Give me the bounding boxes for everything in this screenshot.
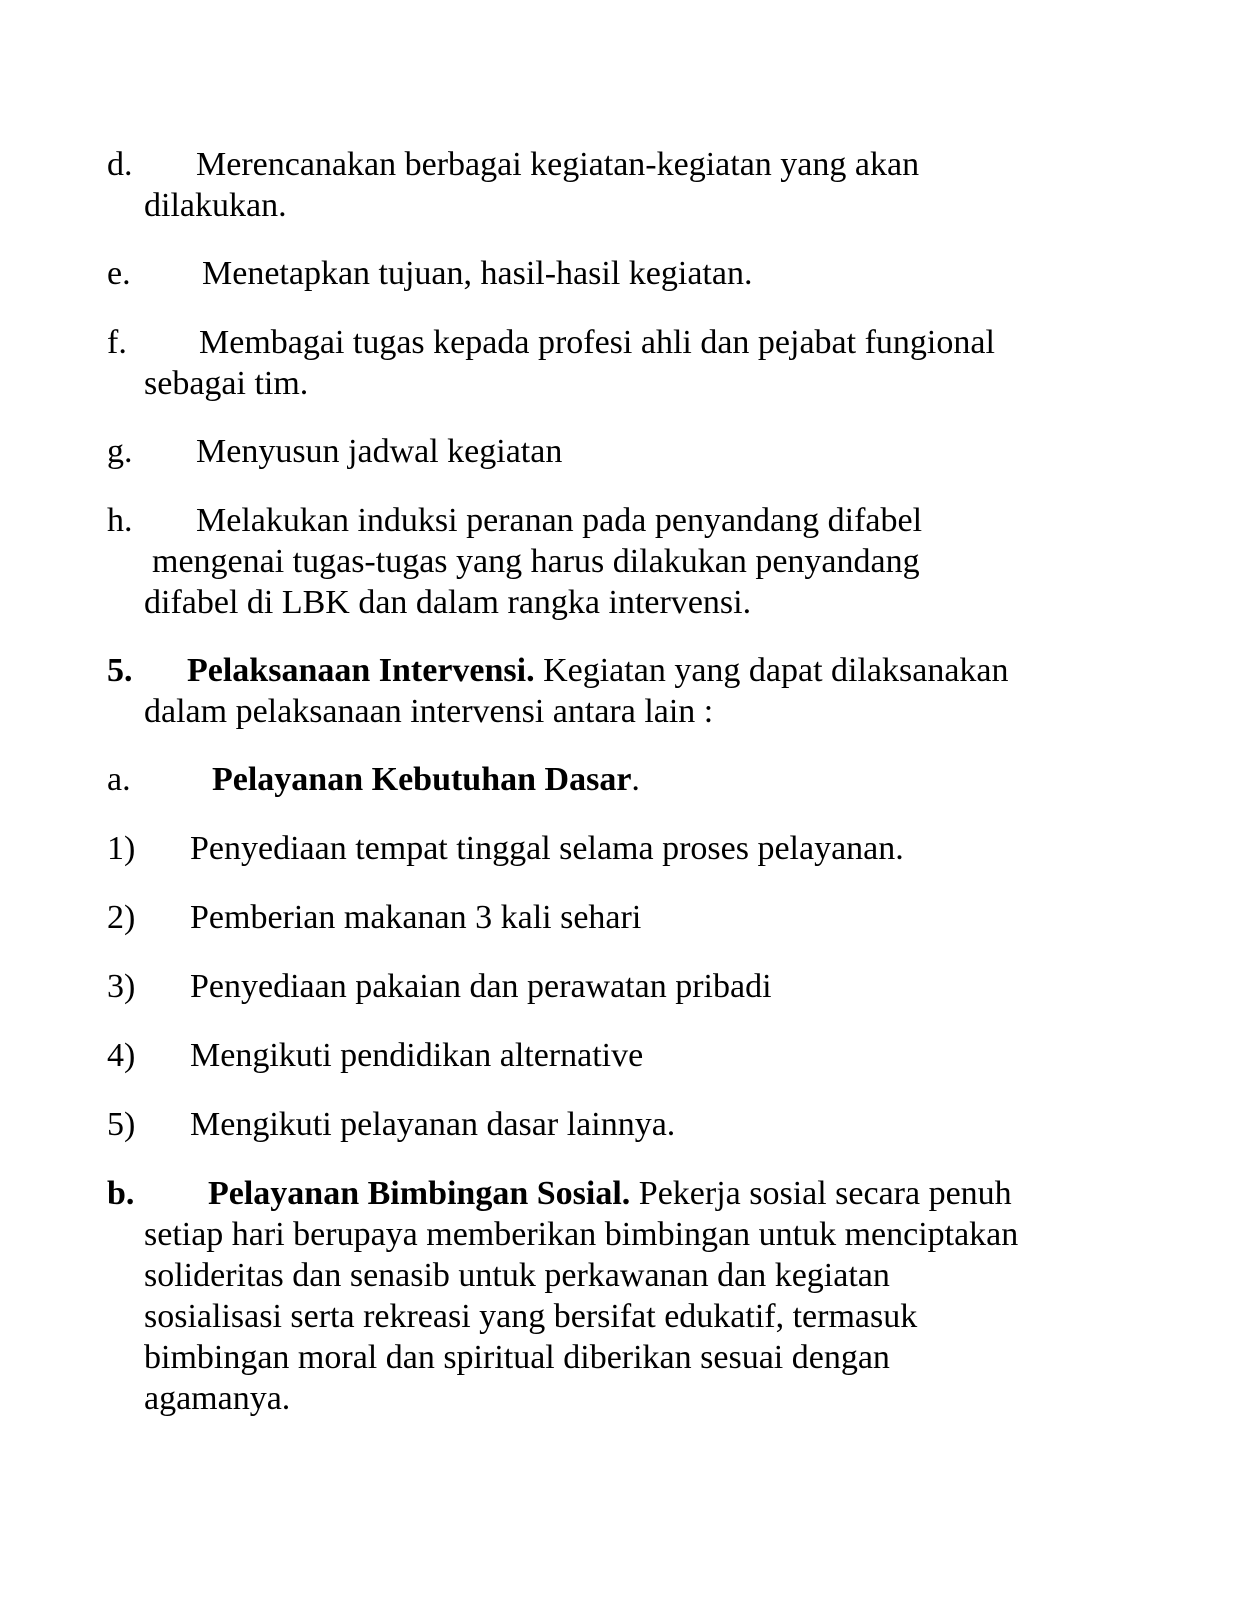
numbered-marker: 5) <box>107 1106 136 1143</box>
numbered-item-4 <box>107 1035 1087 1076</box>
item-text: Melakukan induksi peranan pada penyandang difabel <box>196 502 923 539</box>
numbered-text: Pemberian makanan 3 kali sehari <box>190 899 642 936</box>
item-text: Merencanakan berbagai kegiatan-kegiatan yang akan <box>196 146 920 183</box>
section-heading: Pelaksanaan Intervensi. <box>187 652 535 689</box>
item-marker: g. <box>107 433 133 470</box>
numbered-text: Mengikuti pelayanan dasar lainnya. <box>190 1106 676 1143</box>
item-text: Membagai tugas kepada profesi ahli dan pejabat fungional <box>199 324 995 361</box>
numbered-text: Penyediaan pakaian dan perawatan pribadi <box>190 968 772 1005</box>
numbered-item-5 <box>107 1104 1087 1145</box>
list-item-g <box>107 431 1087 472</box>
list-item-f <box>107 322 1087 404</box>
item-text: sebagai tim. <box>144 365 309 402</box>
item-text: Menyusun jadwal kegiatan <box>196 433 563 470</box>
numbered-item-1 <box>107 828 1087 869</box>
numbered-item-2 <box>107 897 1087 938</box>
numbered-marker: 4) <box>107 1037 136 1074</box>
section-5 <box>107 650 1087 732</box>
list-item-d <box>107 144 1087 226</box>
subsection-text: agamanya. <box>144 1380 291 1417</box>
item-marker: e. <box>107 255 131 292</box>
numbered-item-3 <box>107 966 1087 1007</box>
item-text: Menetapkan tujuan, hasil-hasil kegiatan. <box>202 255 753 292</box>
item-marker: h. <box>107 502 133 539</box>
numbered-marker: 2) <box>107 899 136 936</box>
subsection-heading: Pelayanan Kebutuhan Dasar <box>212 761 632 798</box>
subsection-text: setiap hari berupaya memberikan bimbingan untuk menciptakan <box>144 1216 1019 1253</box>
subsection-text: sosialisasi serta rekreasi yang bersifat edukatif, termasuk <box>144 1298 918 1335</box>
numbered-marker: 3) <box>107 968 136 1005</box>
list-item-e <box>107 253 1087 294</box>
subsection-suffix: . <box>631 761 640 798</box>
subsection-a <box>107 759 1087 800</box>
item-marker: d. <box>107 146 133 183</box>
item-text: mengenai tugas-tugas yang harus dilakukan penyandang <box>152 543 920 580</box>
numbered-marker: 1) <box>107 830 136 867</box>
section-text: Kegiatan yang dapat dilaksanakan <box>534 652 1009 689</box>
subsection-marker: b. <box>107 1175 135 1212</box>
section-marker: 5. <box>107 652 133 689</box>
section-text: dalam pelaksanaan intervensi antara lain : <box>144 693 714 730</box>
subsection-b <box>107 1173 1087 1419</box>
subsection-text: Pekerja sosial secara penuh <box>630 1175 1012 1212</box>
numbered-text: Penyediaan tempat tinggal selama proses pelayanan. <box>190 830 904 867</box>
subsection-text: bimbingan moral dan spiritual diberikan sesuai dengan <box>144 1339 890 1376</box>
subsection-heading: Pelayanan Bimbingan Sosial. <box>208 1175 631 1212</box>
item-marker: f. <box>107 324 127 361</box>
list-item-h <box>107 500 1087 623</box>
item-text: dilakukan. <box>144 187 287 224</box>
numbered-text: Mengikuti pendidikan alternative <box>190 1037 644 1074</box>
subsection-text: solideritas dan senasib untuk perkawanan dan kegiatan <box>144 1257 890 1294</box>
subsection-marker: a. <box>107 761 131 798</box>
item-text: difabel di LBK dan dalam rangka intervensi. <box>144 584 752 621</box>
